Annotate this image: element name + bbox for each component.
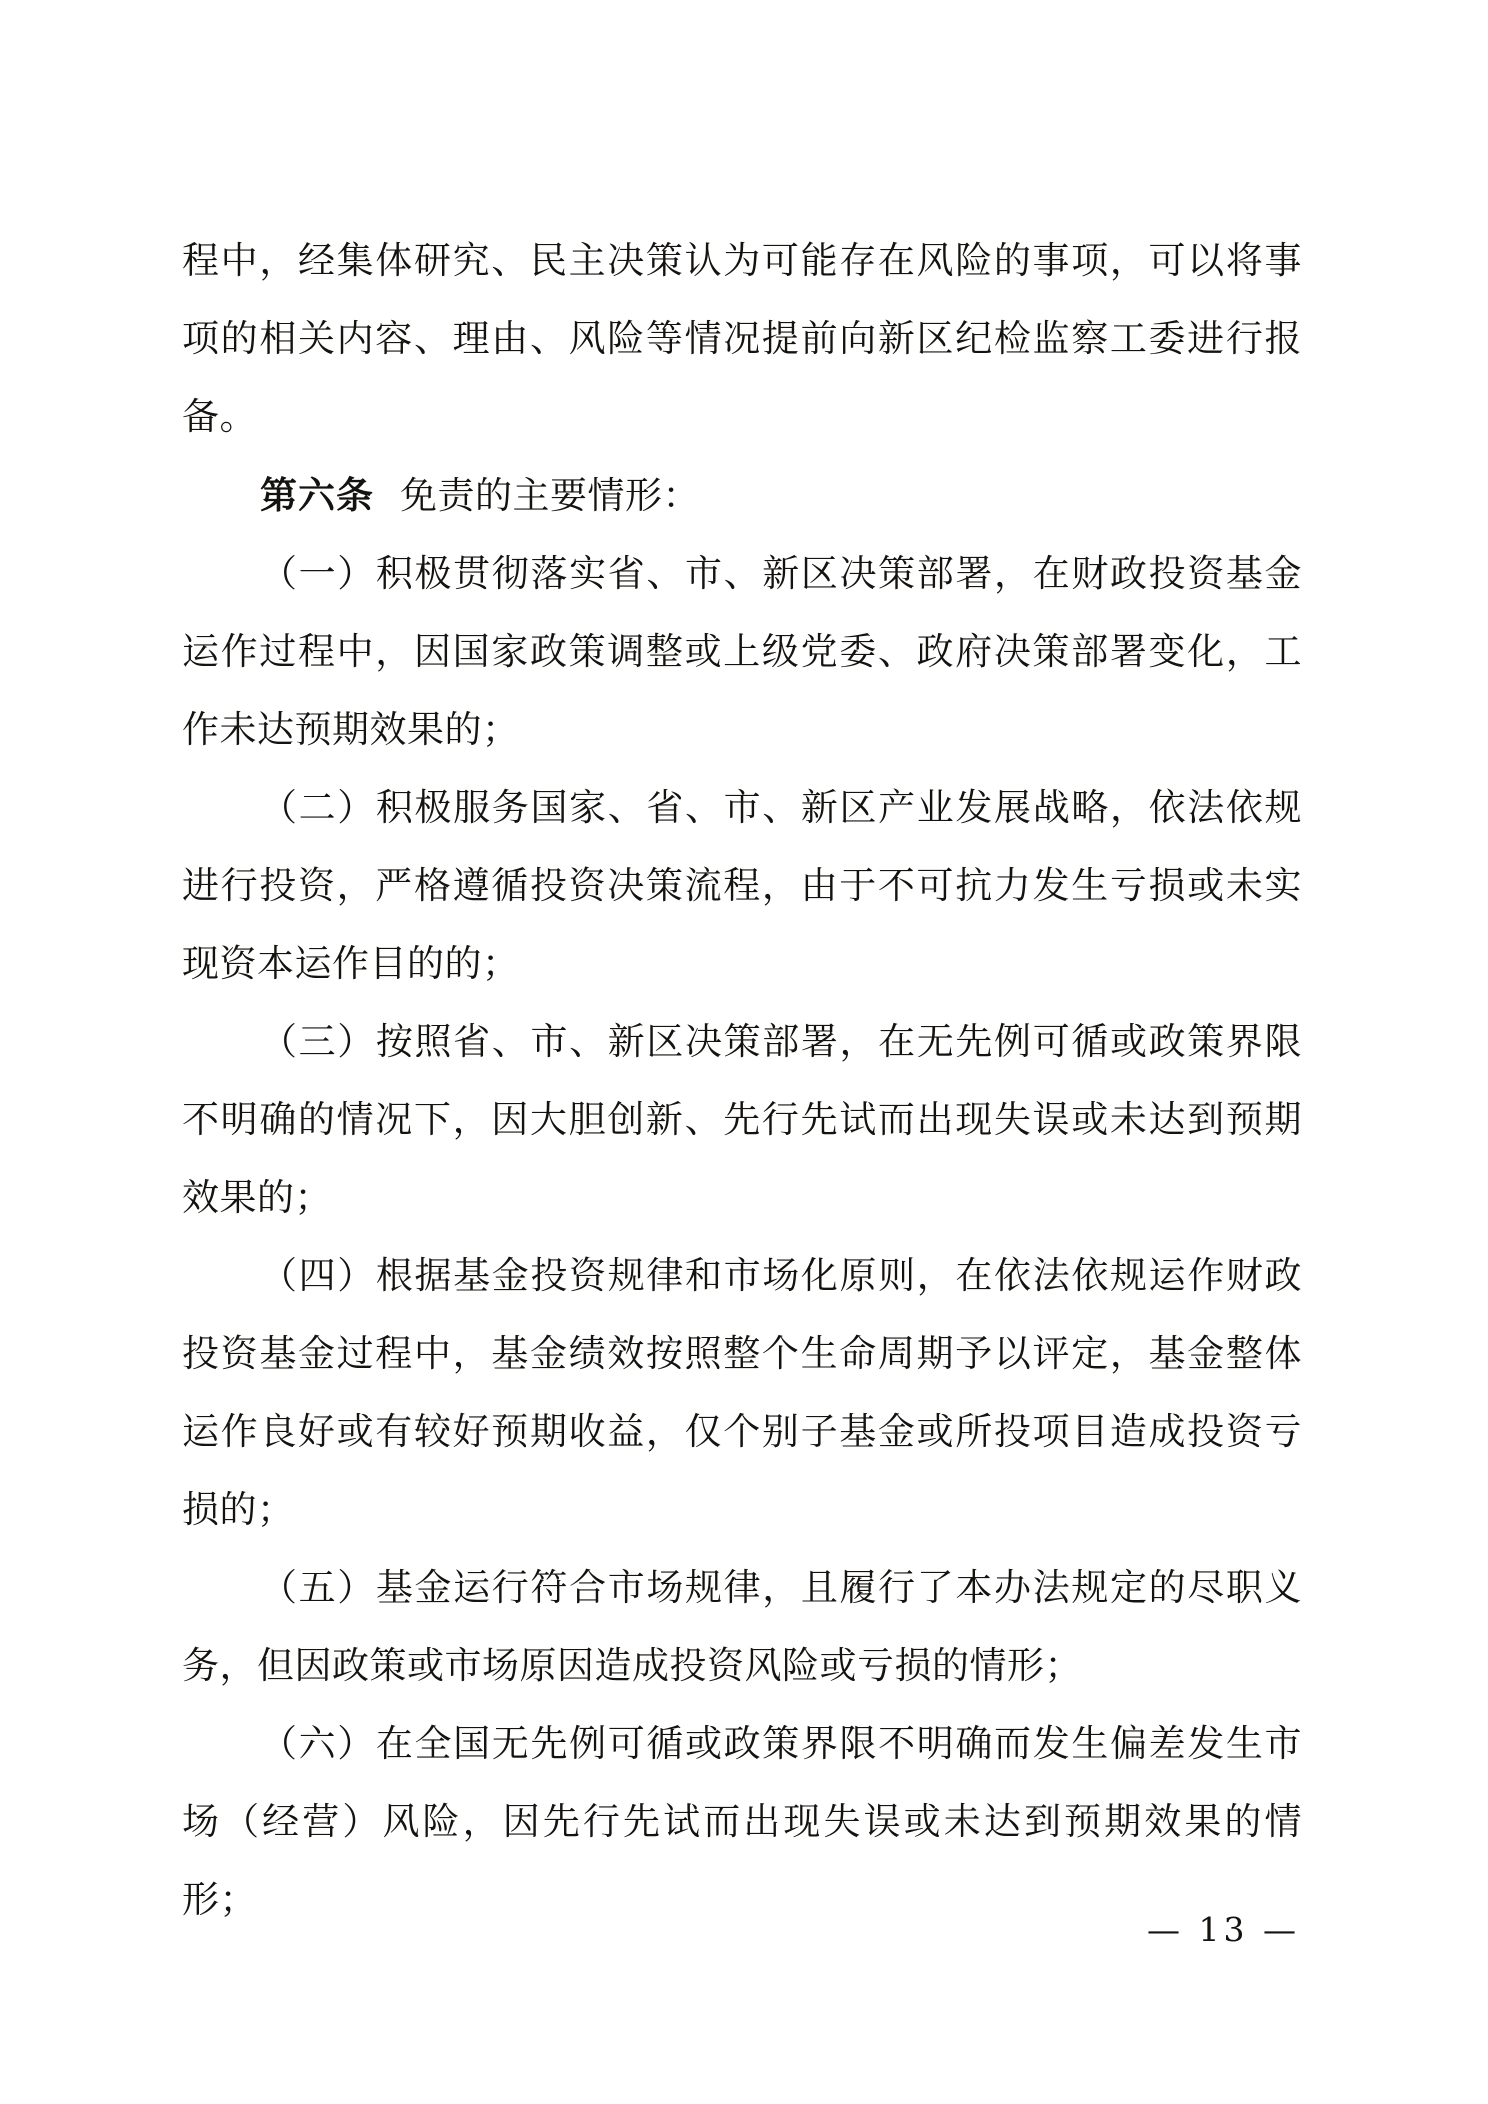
page-number: — 13 — — [1147, 1910, 1300, 1949]
paragraph-article-six — [182, 456, 1302, 535]
paragraph-item-4: （四）根据基金投资规律和市场化原则，在依法依规运作财政投资基金过程中，基金绩效按照整个生命周期予以评定，基金整体运作良好或有较好预期收益，仅个别子基金或所投项目造成投资亏损的； — [182, 1254, 1302, 1531]
paragraph-item-1: （一）积极贯彻落实省、市、新区决策部署，在财政投资基金运作过程中，因国家政策调整或上级党委、政府决策部署变化，工作未达预期效果的； — [182, 552, 1302, 751]
article-text: 免责的主要情形： — [400, 474, 700, 517]
paragraph-continued: 程中，经集体研究、民主决策认为可能存在风险的事项，可以将事项的相关内容、理由、风险等情况提前向新区纪检监察工委进行报备。 — [182, 239, 1302, 438]
article-label: 第六条 — [260, 473, 374, 517]
paragraph-item-3: （三）按照省、市、新区决策部署，在无先例可循或政策界限不明确的情况下，因大胆创新、先行先试而出现失误或未达到预期效果的； — [182, 1020, 1302, 1219]
paragraph-item-5: （五）基金运行符合市场规律，且履行了本办法规定的尽职义务，但因政策或市场原因造成投资风险或亏损的情形； — [182, 1566, 1302, 1687]
paragraph-item-2: （二）积极服务国家、省、市、新区产业发展战略，依法依规进行投资，严格遵循投资决策流程，由于不可抗力发生亏损或未实现资本运作目的的； — [182, 786, 1302, 985]
paragraph-item-6: （六）在全国无先例可循或政策界限不明确而发生偏差发生市场（经营）风险，因先行先试而出现失误或未达到预期效果的情形； — [182, 1722, 1302, 1921]
document-body — [182, 222, 1302, 1939]
